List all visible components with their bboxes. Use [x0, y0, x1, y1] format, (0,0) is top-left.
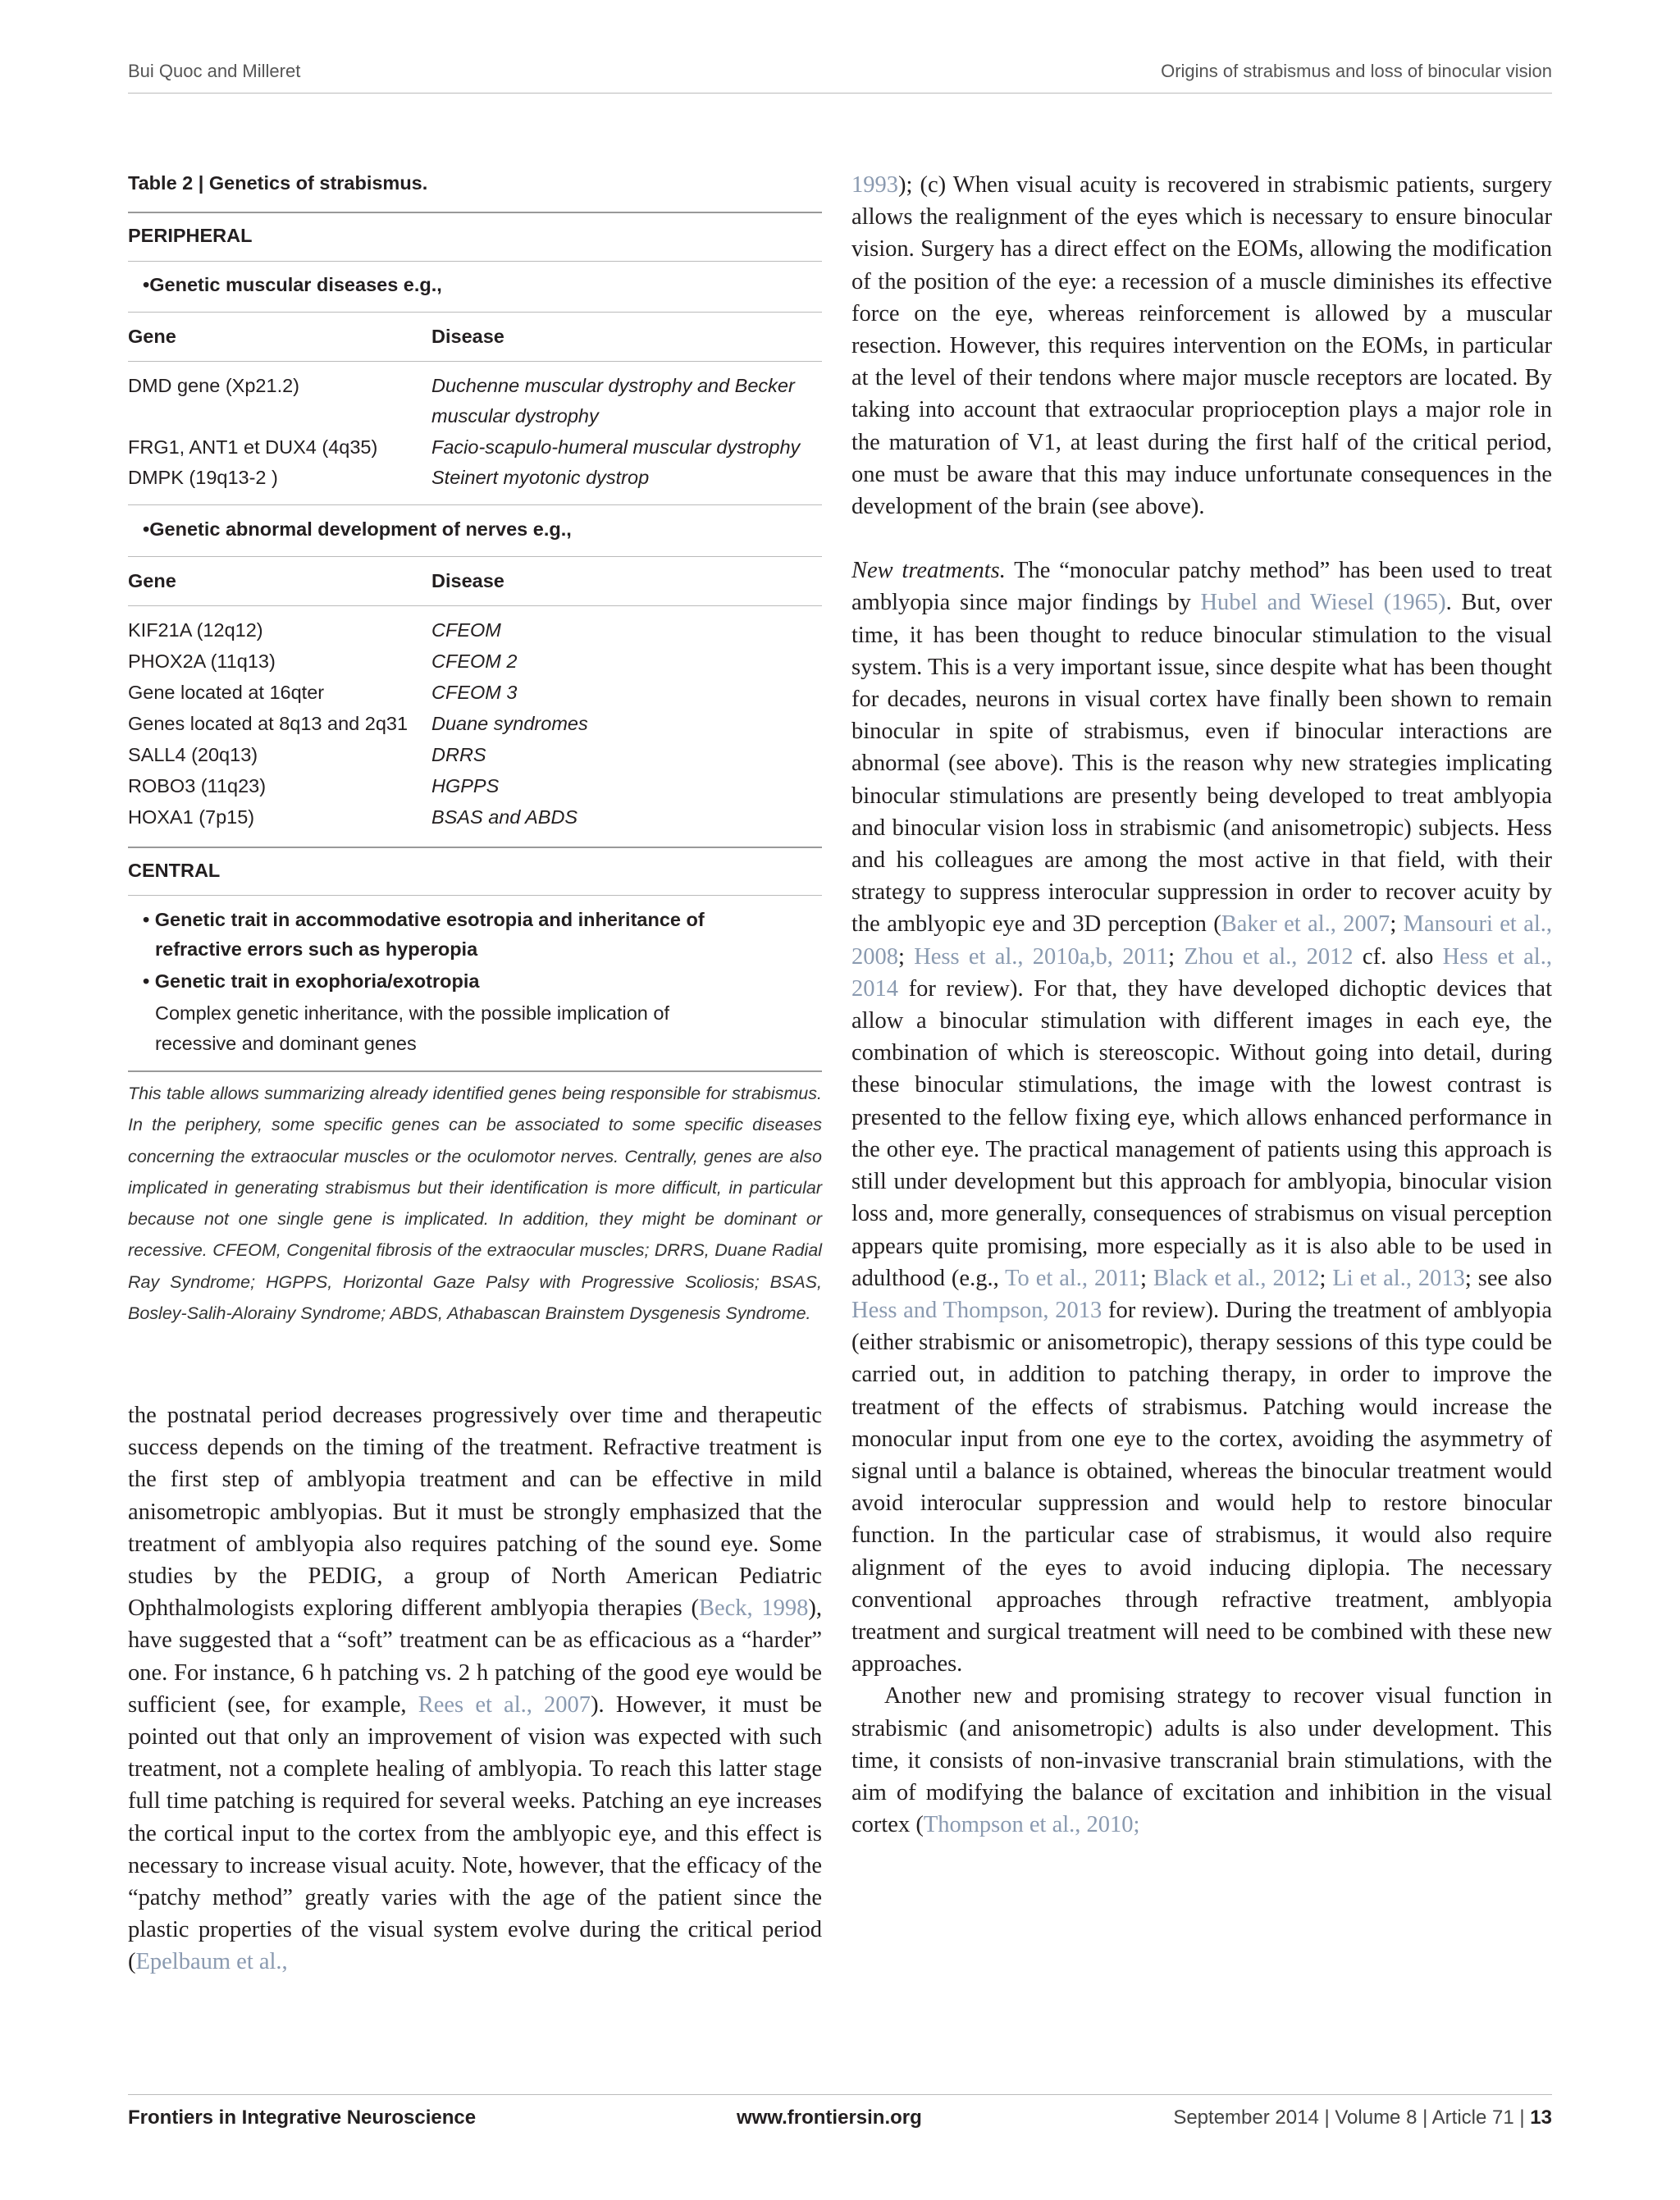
table-row-gene: PHOX2A (11q13): [128, 650, 276, 672]
table-row-disease: Duchenne muscular dystrophy and Becker: [431, 375, 795, 396]
page-number: 13: [1530, 2106, 1552, 2129]
citation-link[interactable]: Baker et al., 2007: [1221, 911, 1390, 938]
table-rule: [128, 1070, 822, 1072]
table-row-disease: HGPPS: [431, 775, 500, 796]
citation-link[interactable]: Mansouri et al., 2008: [851, 911, 1553, 970]
muscular-heading: •Genetic muscular diseases e.g.,: [143, 274, 442, 295]
table-title: Table 2 | Genetics of strabismus.: [128, 172, 428, 194]
footer-journal: Frontiers in Integrative Neuroscience: [128, 2106, 477, 2129]
table-row-gene: Gene located at 16qter: [128, 682, 325, 703]
central-label: CENTRAL: [128, 860, 221, 881]
citation-link[interactable]: Thompson et al., 2010;: [923, 1812, 1140, 1838]
col-header-disease: Disease: [431, 570, 504, 591]
section-heading: New treatments.: [851, 558, 1006, 584]
table-row-disease: CFEOM: [431, 619, 501, 641]
table-row-gene: FRG1, ANT1 et DUX4 (4q35): [128, 436, 378, 458]
table-row-disease: DRRS: [431, 744, 486, 765]
table-row-gene: SALL4 (20q13): [128, 744, 258, 765]
citation-link[interactable]: Li et al., 2013: [1332, 1265, 1465, 1291]
right-column-text: [851, 169, 1552, 1841]
table-row-gene: HOXA1 (7p15): [128, 806, 255, 828]
table-rule: [128, 605, 822, 606]
central-bullet-1: • Genetic trait in accommodative esotropia and inheritance of: [143, 909, 705, 930]
citation-link[interactable]: Beck, 1998: [698, 1595, 809, 1622]
table-rule: [128, 312, 822, 313]
citation-link[interactable]: Hess and Thompson, 2013: [851, 1297, 1102, 1323]
table-rule: [128, 847, 822, 848]
footer-url[interactable]: www.frontiersin.org: [737, 2106, 922, 2129]
paragraph: New treatments. The “monocular patchy method” has been used to treat amblyopia since major findings by Hubel and Wiesel (1965). But, over time, it has been thought to reduce binocular stimulation to the visual system. This is a very important issue, since despite what has been thought for decades, neurons in visual cortex have finally been shown to remain binocular in spite of strabismus, even if binocular interactions are abnormal (see above). This is the reason why new strategies implicating binocular stimulations are presently being developed to treat amblyopia and binocular vision loss in strabismic (and anisometropic) subjects. Hess and his colleagues are among the most active in that field, with their strategy to suppress interocular suppression in order to recover acuity by the amblyopic eye and 3D perception (Baker et al., 2007; Mansouri et al., 2008; Hess et al., 2010a,b, 2011; Zhou et al., 2012 cf. also Hess et al., 2014 for review). For that, they have developed dichoptic devices that allow a binocular stimulation with different images in each eye, the combination of which is stereoscopic. Without going into detail, during these binocular stimulations, the image with the lowest contrast is presented to the fellow fixing eye, which allows enhanced performance in the other eye. The practical management of patients using this approach is still under development but this approach for amblyopia, binocular vision loss and, more generally, consequences of strabismus on visual perception appears quite promising, more especially as it is also able to be used in adulthood (e.g., To et al., 2011; Black et al., 2012; Li et al., 2013; see also Hess and Thompson, 2013 for review). During the treatment of amblyopia (either strabismic or anisometropic), therapy sessions of this type could be carried out, in addition to patching therapy, in order to improve the treatment of the effects of strabismus. Patching would increase the monocular input from one eye to the cortex, avoiding the asymmetry of signal until a balance is obtained, whereas the binocular treatment would avoid interocular suppression and would help to restore binocular function. In the particular case of strabismus, it would also require alignment of the eyes to avoid inducing diplopia. The necessary conventional approaches through refractive treatment, amblyopia treatment and surgical treatment will need to be combined with these new approaches.: [851, 558, 1553, 1677]
nerves-heading: •Genetic abnormal development of nerves e.g.,: [143, 518, 572, 540]
table-rule: [128, 361, 822, 362]
table-row-disease: Facio-scapulo-humeral muscular dystrophy: [431, 436, 801, 458]
table-rule: [128, 895, 822, 896]
table-row-gene: ROBO3 (11q23): [128, 775, 267, 796]
table-row-disease: Steinert myotonic dystrop: [431, 467, 650, 488]
table-row-disease: BSAS and ABDS: [431, 806, 578, 828]
footer-divider: [128, 2094, 1552, 2095]
central-note-line: recessive and dominant genes: [155, 1033, 417, 1054]
table-rule: [128, 261, 822, 262]
table-row-gene: KIF21A (12q12): [128, 619, 263, 641]
table-row-disease: Duane syndromes: [431, 713, 588, 734]
central-bullet-2: • Genetic trait in exophoria/exotropia: [143, 970, 480, 992]
central-note-line: Complex genetic inheritance, with the possible implication of: [155, 1002, 669, 1024]
paragraph: the postnatal period decreases progressively over time and therapeutic success depends on the timing of the treatment. Refractive treatment is the first step of amblyopia treatment and can be effective in mild anisometropic amblyopias. But it must be strongly emphasized that the treatment of amblyopia also requires patching of the sound eye. Some studies by the PEDIG, a group of North American Pediatric Ophthalmologists exploring different amblyopia therapies (Beck, 1998), have suggested that a “soft” treatment can be as efficacious as a “harder” one. For instance, 6 h patching vs. 2 h patching of the good eye would be sufficient (see, for example, Rees et al., 2007). However, it must be pointed out that only an improvement of vision was expected with such treatment, not a complete healing of amblyopia. To reach this latter stage full time patching is required for several weeks. Patching an eye increases the cortical input to the cortex from the amblyopic eye, and this effect is necessary to increase visual acuity. Note, however, that the efficacy of the “patchy method” greatly varies with the age of the patient since the plastic properties of the visual system evolve during the critical period (Epelbaum et al.,: [128, 1403, 823, 1975]
header-divider: [128, 93, 1552, 94]
paragraph: Another new and promising strategy to recover visual function in strabismic (and anisometropic) adults is also under development. This time, it consists of non-invasive transcranial brain stimulations, with the aim of modifying the balance of excitation and inhibition in the visual cortex (Thompson et al., 2010;: [851, 1683, 1552, 1838]
citation-link[interactable]: To et al., 2011: [1005, 1265, 1140, 1291]
table-row-gene: DMPK (19q13-2 ): [128, 467, 278, 488]
peripheral-label: PERIPHERAL: [128, 225, 253, 246]
citation-link[interactable]: Hess et al., 2010a,b, 2011: [914, 943, 1169, 970]
table-footnote: This table allows summarizing already identified genes being responsible for strabismus. In the periphery, some specific genes can be associated to some specific diseases concerning the extraocular muscles or the oculomotor nerves. Centrally, genes are also implicated in generating strabismus but their identification is more difficult, in particular because not one single gene is implicated. In addition, they might be dominant or recessive. CFEOM, Congenital fibrosis of the extraocular muscles; DRRS, Duane Radial Ray Syndrome; HGPPS, Horizontal Gaze Palsy with Progressive Scoliosis; BSAS, Bosley-Salih-Alorainy Syndrome; ABDS, Athabascan Brainstem Dysgenesis Syndrome.: [128, 1084, 822, 1324]
paragraph: 1993); (c) When visual acuity is recovered in strabismic patients, surgery allows the realignment of the eyes which is necessary to ensure binocular vision. Surgery has a direct effect on the EOMs, allowing the modification of the position of the eye: a recession of a muscle diminishes its effective force on the eye, whereas reinforcement is allowed by a muscular resection. However, this requires intervention on the EOMs, in particular at the level of their tendons where major muscle receptors are located. By taking into account that extraocular proprioception plays a major role in the maturation of V1, at least during the first half of the critical period, one must be aware that this may induce unfortunate consequences in the development of the brain (see above).: [851, 172, 1552, 520]
citation-link[interactable]: Epelbaum et al.,: [135, 1949, 288, 1975]
running-header-title: Origins of strabismus and loss of binocular vision: [1161, 61, 1552, 81]
footer-issue: September 2014 | Volume 8 | Article 71 | 13: [1173, 2106, 1552, 2129]
table-row-gene: Genes located at 8q13 and 2q31: [128, 713, 409, 734]
running-header-authors: Bui Quoc and Milleret: [128, 61, 301, 81]
central-bullet-1-cont: refractive errors such as hyperopia: [155, 938, 478, 960]
col-header-disease: Disease: [431, 326, 504, 347]
citation-link[interactable]: 1993: [851, 172, 898, 198]
table-rule: [128, 556, 822, 557]
citation-link[interactable]: Zhou et al., 2012: [1184, 943, 1354, 970]
col-header-gene: Gene: [128, 326, 176, 347]
left-column-text: [128, 1399, 822, 1979]
citation-link[interactable]: Hess et al., 2014: [851, 943, 1552, 1002]
table-rule: [128, 212, 822, 213]
citation-link[interactable]: Hubel and Wiesel (1965): [1200, 590, 1446, 616]
table-row-disease: muscular dystrophy: [431, 405, 599, 427]
table-row-disease: CFEOM 3: [431, 682, 518, 703]
col-header-gene: Gene: [128, 570, 176, 591]
table-rule: [128, 504, 822, 505]
table-row-disease: CFEOM 2: [431, 650, 518, 672]
citation-link[interactable]: Rees et al., 2007: [418, 1691, 591, 1718]
citation-link[interactable]: Black et al., 2012: [1153, 1265, 1320, 1291]
table-row-gene: DMD gene (Xp21.2): [128, 375, 299, 396]
